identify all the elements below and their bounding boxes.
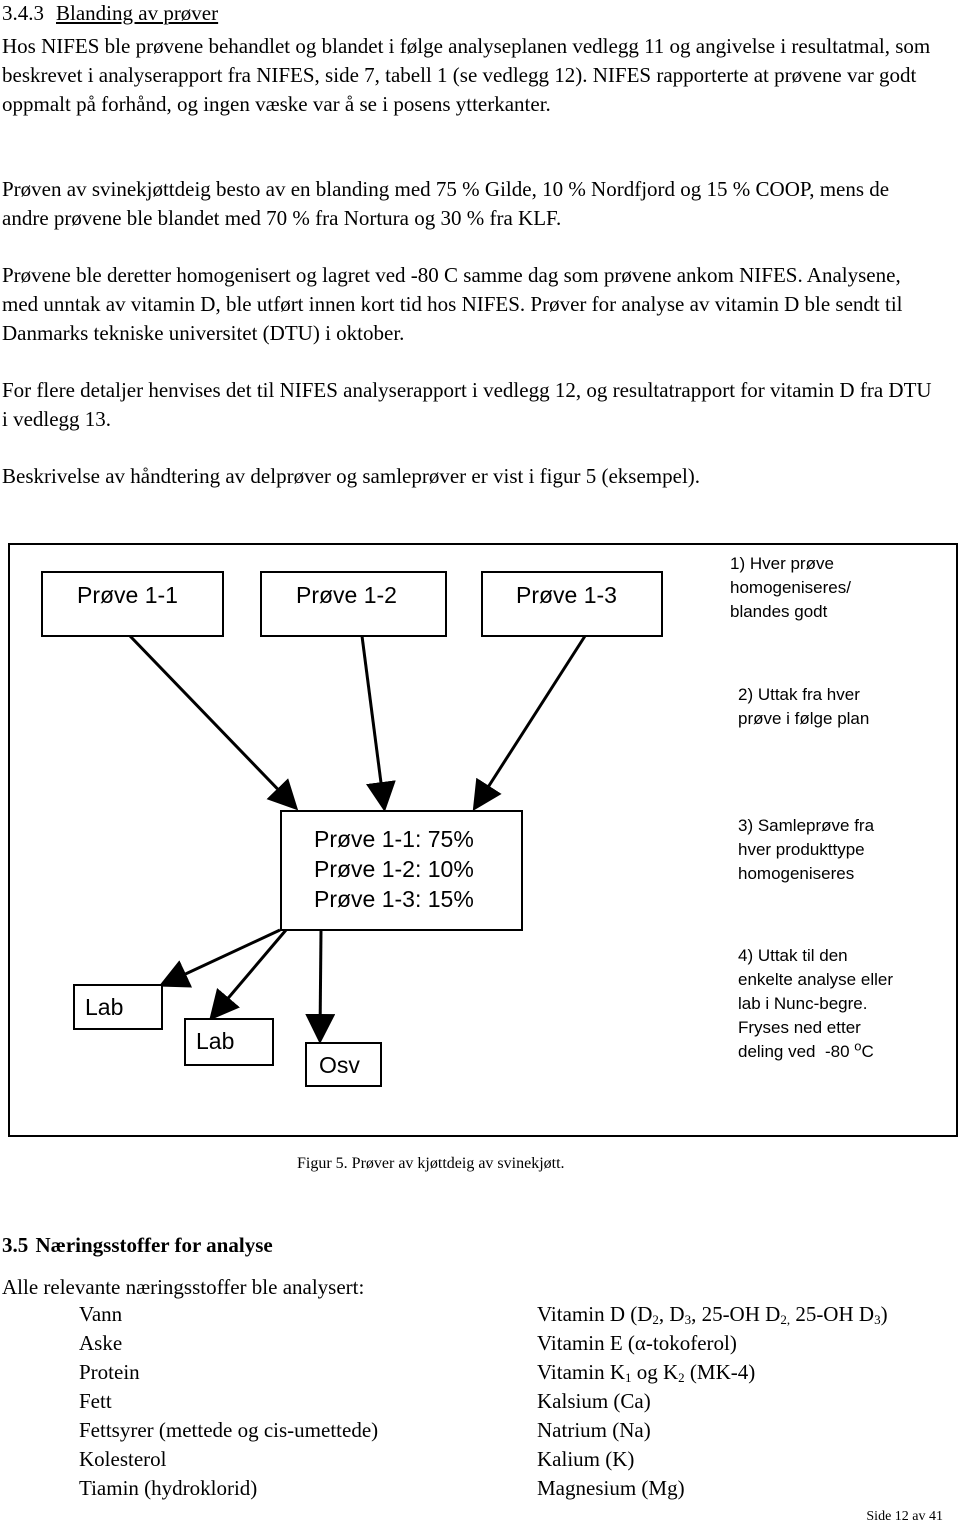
note-line (738, 1040, 893, 1064)
text: , 25-OH D (691, 1302, 781, 1326)
note-line: 2) Uttak fra hver (738, 685, 860, 704)
list-item: Kalsium (Ca) (537, 1389, 651, 1413)
step-2-note (738, 683, 869, 731)
subscript: 3 (874, 1312, 881, 1327)
paragraph-5: Beskrivelse av håndtering av delprøver og samleprøver er vist i figur 5 (eksempel). (2, 464, 701, 488)
list-item: Protein (79, 1360, 140, 1384)
sample-label: Prøve 1-2 (296, 582, 397, 608)
list-item: Fettsyrer (mettede og cis-umettede) (79, 1418, 379, 1442)
nutrient-list-left (79, 1300, 378, 1503)
sample-label: Prøve 1-3 (516, 582, 617, 608)
text: og K (631, 1360, 679, 1384)
subscript: 3 (684, 1312, 692, 1327)
section-title: Næringsstoffer for analyse (35, 1233, 273, 1257)
mix-line: Prøve 1-3: 15% (314, 886, 474, 912)
note-line: blandes godt (730, 602, 828, 621)
section-title: Blanding av prøver (56, 1, 219, 25)
paragraph-4: For flere detaljer henvises det til NIFES analyserapport i vedlegg 12, og resultatrapport for vitamin D fra DTU i vedlegg 13. (2, 378, 932, 431)
sample-box-2 (260, 571, 447, 637)
step-4-note (738, 944, 893, 1064)
paragraph-3: Prøvene ble deretter homogenisert og lagret ved -80 C samme dag som prøvene ankom NIFES. Analysene, med unntak av vitamin D, ble utført innen kort tid hos NIFES. Prøver for analyse av vitamin D ble sendt til Danmarks tekniske universitet (DTU) i oktober. (2, 263, 903, 345)
note-unit: C (861, 1042, 874, 1061)
output-label: Lab (85, 994, 124, 1020)
list-item: Kolesterol (79, 1447, 167, 1471)
page-number: Side 12 av 41 (866, 1509, 943, 1524)
nutrients-intro: Alle relevante næringsstoffer ble analysert: (2, 1275, 365, 1299)
text: Vitamin K (537, 1360, 625, 1384)
list-item-vitamin-k (537, 1358, 888, 1387)
figure-caption: Figur 5. Prøver av kjøttdeig av svinekjøtt. (297, 1155, 565, 1172)
list-item: Tiamin (hydroklorid) (79, 1476, 258, 1500)
mix-line: Prøve 1-1: 75% (314, 826, 474, 852)
list-item: Natrium (Na) (537, 1418, 651, 1442)
subscript: 1 (624, 1370, 632, 1385)
note-line: 4) Uttak til den (738, 946, 848, 965)
note-line: 1) Hver prøve (730, 554, 834, 573)
lab-box-1 (73, 984, 163, 1030)
arrow-sample1-to-mix (130, 636, 294, 806)
list-item: Kalium (K) (537, 1447, 635, 1471)
list-item-vitamin-d (537, 1300, 888, 1329)
note-line: Fryses ned etter (738, 1018, 861, 1037)
step-3-note (738, 814, 874, 886)
section-number: 3.5 (2, 1233, 29, 1257)
note-line: hver produkttype (738, 840, 865, 859)
step-1-note (730, 552, 851, 624)
note-text: deling ved -80 (738, 1042, 855, 1061)
list-item: Vitamin E (α-tokoferol) (537, 1331, 737, 1355)
text: Vitamin D (D (537, 1302, 653, 1326)
subscript: 2, (780, 1312, 791, 1327)
output-label: Lab (196, 1028, 235, 1054)
arrow-sample3-to-mix (476, 636, 585, 806)
text: (MK-4) (684, 1360, 756, 1384)
degree-sup: o (854, 1038, 862, 1054)
section-heading-3-5 (2, 1231, 273, 1260)
text: ) (880, 1302, 888, 1326)
text: 25-OH D (790, 1302, 875, 1326)
arrow-mix-to-osv (320, 930, 321, 1038)
text: , D (658, 1302, 685, 1326)
list-item: Magnesium (Mg) (537, 1476, 685, 1500)
mix-line: Prøve 1-2: 10% (314, 856, 474, 882)
nutrient-list-right (537, 1300, 888, 1503)
note-line: prøve i følge plan (738, 709, 870, 728)
paragraph-1: Hos NIFES ble prøvene behandlet og blandet i følge analyseplanen vedlegg 11 og angivelse i resultatmal, som beskrevet i analyserapport fra NIFES, side 7, tabell 1 (se vedlegg 12). NIFES rapporterte at prøvene var godt oppmalt på forhånd, og ingen væske var å se i posens ytterkanter. (2, 34, 931, 116)
list-item: Fett (79, 1389, 112, 1413)
lab-box-2 (184, 1018, 274, 1066)
subscript: 2 (652, 1312, 659, 1327)
note-line: enkelte analyse eller (738, 970, 893, 989)
section-number: 3.4.3 (2, 1, 44, 25)
mix-box (280, 810, 523, 931)
list-item: Aske (79, 1331, 123, 1355)
note-line: homogeniseres (738, 864, 855, 883)
list-item: Vann (79, 1302, 123, 1326)
subscript: 2 (678, 1370, 685, 1385)
arrow-sample2-to-mix (362, 636, 384, 806)
osv-box (305, 1042, 382, 1087)
sample-box-1 (41, 571, 224, 637)
output-label: Osv (319, 1052, 360, 1078)
sample-box-3 (481, 571, 663, 637)
note-line: homogeniseres/ (730, 578, 851, 597)
paragraph-2: Prøven av svinekjøttdeig besto av en blanding med 75 % Gilde, 10 % Nordfjord og 15 % COOP, mens de andre prøvene ble blandet med 70 % fra Nortura og 30 % fra KLF. (2, 177, 890, 230)
note-line: 3) Samleprøve fra (738, 816, 875, 835)
note-line: lab i Nunc-begre. (738, 994, 868, 1013)
sample-label: Prøve 1-1 (77, 582, 178, 608)
